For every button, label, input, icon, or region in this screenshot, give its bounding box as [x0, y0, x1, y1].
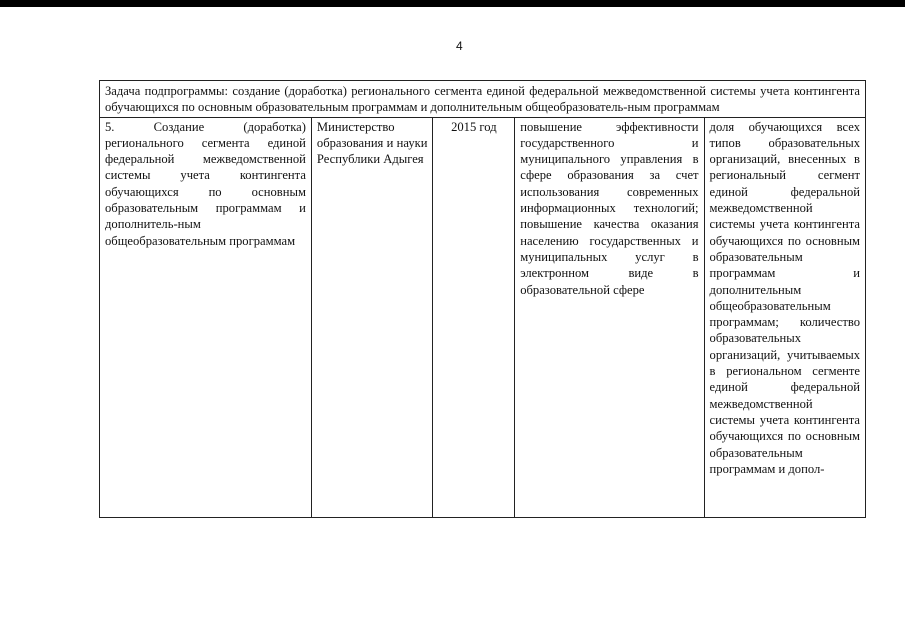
executor-cell: Министерство образования и науки Республики Адыгея	[311, 117, 433, 517]
period-cell: 2015 год	[433, 117, 515, 517]
indicator-cell: доля обучающихся всех типов образовательных организаций, внесенных в региональный сегмент единой федеральной межведомственной системы учета контингента обучающихся по основным образовательным программам и дополнительным общеобразовательным программам; количество образовательных организаций, учитываемых в региональном сегменте единой федеральной межведомственной системы учета контингента обучающихся по основным образовательным программам и допол-	[704, 117, 865, 517]
scan-top-border	[0, 0, 905, 7]
task-header-cell: Задача подпрограммы: создание (доработка) регионального сегмента единой федеральной межведомственной системы учета контингента обучающихся по основным образовательным программам и дополнительным общеобразователь-ным программам	[100, 81, 866, 118]
result-cell: повышение эффективности государственного и муниципального управления в сфере образования за счет использования современных информационных технологий; повышение качества оказания населению государственных и муниципальных услуг в электронном виде в образовательной сфере	[515, 117, 704, 517]
program-table	[99, 80, 866, 518]
table-row	[100, 117, 866, 517]
page-number: 4	[456, 39, 463, 53]
task-row	[100, 81, 866, 118]
measure-cell: 5. Создание (доработка) регионального сегмента единой федеральной межведомственной системы учета контингента обучающихся по основным образовательным программам и дополнитель-ным общеобразовательным программам	[100, 117, 312, 517]
